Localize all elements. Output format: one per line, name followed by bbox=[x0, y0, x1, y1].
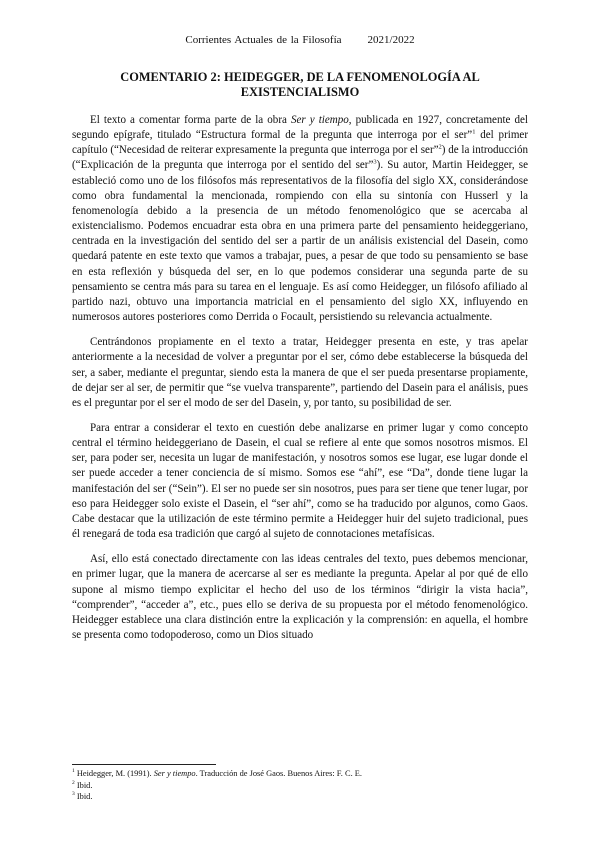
paragraph-1-text-c: del primer capítulo (“Necesidad de reiterar expresamente la pregunta que interroga por el ser” bbox=[72, 129, 528, 157]
footnotes bbox=[72, 768, 528, 803]
footnote-3-text: Ibid. bbox=[76, 792, 93, 802]
footnote-ref-3[interactable]: 3 bbox=[373, 158, 377, 166]
footnote-2-number: 2 bbox=[72, 779, 75, 786]
header-course: Corrientes Actuales de la Filosofía bbox=[185, 34, 342, 46]
paragraph-2: Centrándonos propiamente en el texto a tratar, Heidegger presenta en este, y tras apelar anteriormente a la necesidad de volver a preguntar por el ser, cómo debe establecerse la búsqueda del ser, a saber, mediante el preguntar, siendo esta la manera de que el ser pueda presentarse propiamente, de dejar ser al ser, de permitir que “se vuelva transparente”, partiendo del Dasein para el análisis, pues es el preguntar por el ser el modo de ser del Dasein, y, por tanto, su posibilidad de ser. bbox=[72, 336, 528, 409]
footnote-1-text-b: . Traducción de José Gaos. Buenos Aires: F. C. E. bbox=[195, 769, 362, 778]
work-title: Ser y tiempo bbox=[290, 114, 349, 126]
paragraph-1-text-d: ) de la introducción (“Explicación de la pregunta que interroga por el sentido del ser” bbox=[72, 144, 528, 172]
paragraph-1-text-e: ). Su autor, Martin Heidegger, se estableció como uno de los filósofos más representativos de la filosofía del siglo XX, considerándose como obra fundamental la mencionada, rompiendo con ella su sintonía con Husserl y la fenomenología debido a la presencia de un método fenomenológico que se acercaba al existencialismo. Podemos encuadrar esta obra en una primera parte del pensamiento heideggeriano, centrada en la investigación del sentido del ser a partir de un análisis existencial del Dasein, como quedará patente en este texto que vamos a trabajar, pues, a pesar de que todo su pensamiento se base en esta reflexión y búsqueda del ser, en lo que podemos considerar una segunda parte de su pensamiento se centra más para su tarea en el lenguaje. Es así como Heidegger, un filósofo afiliado al partido nazi, obtuvo una importancia matricial en el pensamiento del siglo XX, influyendo en numerosos autores posteriores como Derrida o Focault, persistiendo su relevancia actualmente. bbox=[72, 159, 529, 324]
paragraph-4: Así, ello está conectado directamente con las ideas centrales del texto, pues debemos mencionar, en primer lugar, que la manera de acercarse al ser es mediante la pregunta. Apelar al por qué de ello supone al mismo tiempo explicitar el hecho del uso de los términos “dirigir la vista hacia”, “comprender”, “acceder a”, etc., pues ello se deriva de su propuesta por el método fenomenológico. Heidegger establece una clara distinción entre la explicación y la comprensión: en aquella, el hombre se presenta como todopoderoso, como un Dios situado bbox=[72, 553, 528, 641]
footnote-1-work-title: Ser y tiempo bbox=[153, 769, 196, 778]
footnote-3-number: 3 bbox=[72, 791, 75, 798]
footnote-3 bbox=[72, 791, 528, 803]
header-year: 2021/2022 bbox=[367, 34, 415, 46]
document-title: COMENTARIO 2: HEIDEGGER, DE LA FENOMENOLOGÍA AL EXISTENCIALISMO bbox=[120, 70, 480, 99]
footnote-1-number: 1 bbox=[72, 768, 75, 775]
paragraph-1-text-b: , publicada en 1927, concretamente del segundo epígrafe, titulado “Estructura formal de la pregunta que interroga por el ser” bbox=[72, 114, 528, 142]
footnote-1 bbox=[72, 768, 528, 780]
paragraph-1 bbox=[72, 113, 528, 325]
footnote-divider bbox=[72, 764, 216, 765]
footnote-2-text: Ibid. bbox=[76, 780, 93, 790]
paragraph-3: Para entrar a considerar el texto en cuestión debe analizarse en primer lugar y como concepto central el término heideggeriano de Dasein, el cual se refiere al ente que somos nosotros mismos. El ser, para poder ser, necesita un lugar de manifestación, y nosotros somos ese lugar, ese lugar donde el ser puede acceder a tener conciencia de sí mismo. Somos ese “ahí”, ese “Da”, donde tiene lugar la manifestación del ser (“Sein”). El ser no puede ser sin nosotros, pues para ser tiene que tener lugar, por eso para Heidegger solo existe el Dasein, el “ser ahí”, como se ha traducido por algunos, como Gaos. Cabe destacar que la utilización de este término permite a Heidegger huir del sujeto tradicional, pues él renegará de toda esa tradición que cargó al sujeto de connotaciones metafísicas. bbox=[72, 421, 528, 541]
running-header bbox=[0, 34, 600, 46]
paragraph-1-text-a: El texto a comentar forma parte de la obra bbox=[90, 114, 291, 126]
footnote-ref-1[interactable]: 1 bbox=[472, 128, 476, 136]
footnote-2 bbox=[72, 780, 528, 792]
footnote-ref-2[interactable]: 2 bbox=[438, 143, 442, 151]
footnote-1-text-a: Heidegger, M. (1991). bbox=[76, 769, 154, 778]
document-body bbox=[72, 113, 528, 653]
